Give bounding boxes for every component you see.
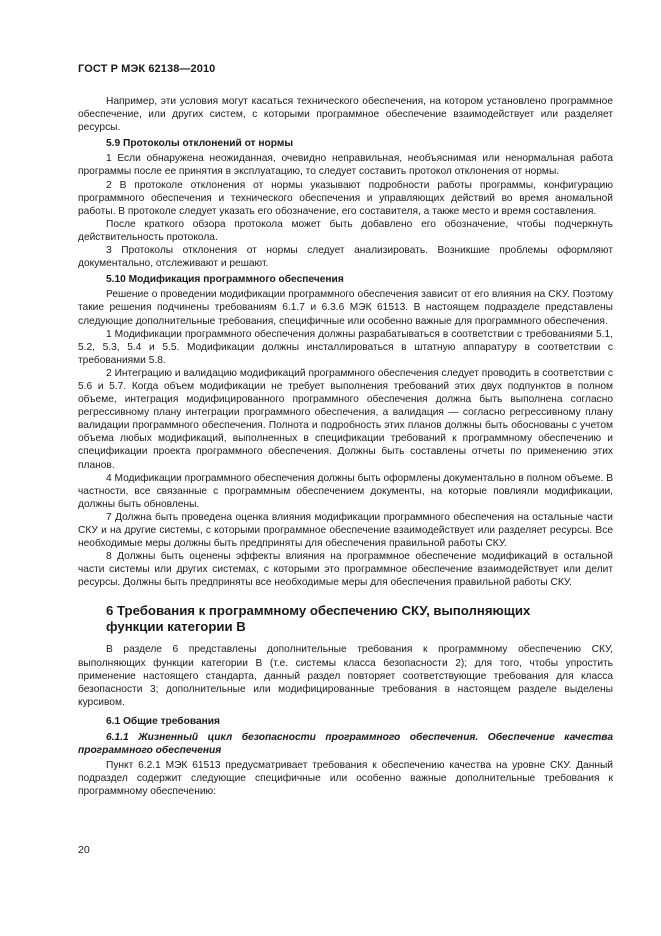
s510-paragraph-2: 1 Модификации программного обеспечения должны разрабатываться в соответствии с требованиями 5.1, 5.2, 5.3, 5.4 и 5.5. Модификации должны инсталлироваться в штатную аппаратуру в соответствии с требованиями 5.8. xyxy=(78,328,613,366)
section-6-heading-line-1: 6 Требования к программному обеспечению СКУ, выполняющих xyxy=(106,603,531,619)
section-6-heading xyxy=(78,603,613,635)
page-body xyxy=(78,95,613,799)
s510-paragraph-3: 2 Интеграцию и валидацию модификаций программного обеспечения следует проводить в соответствии с 5.6 и 5.7. Когда объем модификации не требует выполнения требований этих двух подпунктов в полном объеме, интеграция модифицированного программного обеспечения должна быть выполнена согласно регрессивному плану интеграции программного обеспечения, а валидация — согласно регрессивному плану валидации программного обеспечения. Полнота и подробность этих планов должны быть обоснованы с учетом объема любых модификаций, выполненных в спецификации требований к программному обеспечению и спецификации проекта программного обеспечения. Должны быть составлены отчеты по применению этих планов. xyxy=(78,367,613,471)
section-6-1-1-heading: 6.1.1 Жизненный цикл безопасности программного обеспечения. Обеспечение качества программного обеспечения xyxy=(78,732,613,757)
s59-paragraph-4: 3 Протоколы отклонения от нормы следует анализировать. Возникшие проблемы оформляют документально, отслеживают и решают. xyxy=(78,245,613,270)
s510-paragraph-4: 4 Модификации программного обеспечения должны быть оформлены документально в полном объеме. В частности, все связанные с программным обеспечением документы, на которые повлияли модификации, должны быть обновлены. xyxy=(78,472,613,510)
section-6-1-heading: 6.1 Общие требования xyxy=(106,715,220,727)
s510-paragraph-5: 7 Должна быть проведена оценка влияния модификации программного обеспечения на остальные части СКУ и на другие системы, с которыми программное обеспечение взаимодействует или разделяет ресурсы. Все необходимые меры должны быть предприняты для обеспечения правильной работы СКУ. xyxy=(78,511,613,550)
section-5-9-heading: 5.9 Протоколы отклонений от нормы xyxy=(106,138,294,150)
page-number: 20 xyxy=(78,844,90,856)
intro-paragraph: Например, эти условия могут касаться технического обеспечения, на котором установлено программное обеспечение, или других систем, с которыми программное обеспечение взаимодействует или разделяет ресурсы. xyxy=(78,96,613,134)
s510-paragraph-6: 8 Должны быть оценены эффекты влияния на программное обеспечение модификаций в остальной части системы или других системах, с которыми это программное обеспечение взаимодействует или делит ресурсы. Должны быть предприняты все необходимые меры для обеспечения правильной работы СКУ. xyxy=(78,551,613,589)
s6-paragraph-2: Пункт 6.2.1 МЭК 61513 предусматривает требования к обеспечению качества на уровне СКУ. Данный подраздел содержит следующие специфичные или особенно важные дополнительные требования к программному обеспечению: xyxy=(78,760,613,798)
section-6-heading-line-2: функции категории В xyxy=(106,619,246,635)
s6-paragraph-1: В разделе 6 представлены дополнительные требования к программному обеспечению СКУ, выполняющих функции категории В (т.е. системы класса безопасности 2); для того, чтобы упростить применение настоящего стандарта, данный раздел повторяет соответствующие требования для класса безопасности 3; дополнительные или модифицированные требования в настоящем разделе выделены курсивом. xyxy=(78,644,613,708)
section-5-10-heading: 5.10 Модификация программного обеспечения xyxy=(106,274,344,286)
running-header: ГОСТ Р МЭК 62138—2010 xyxy=(78,63,216,75)
s510-paragraph-1: Решение о проведении модификации программного обеспечения зависит от его влияния на СКУ. Поэтому такие решения подчинены требованиям 6.1.7 и 6.3.6 МЭК 61513. В настоящем подразделе представлены следующие дополнительные требования, специфичные или особенно важные для программного обеспечения. xyxy=(78,289,613,327)
s59-paragraph-3: После краткого обзора протокола может быть добавлено его обозначение, чтобы подчеркнуть действительность протокола. xyxy=(78,218,613,243)
s59-paragraph-2: 2 В протоколе отклонения от нормы указывают подробности работы программы, конфигурацию программного обеспечения и технического обеспечения и управляющих действий во время аномальной работы. В протоколе следует указать его обозначение, его составителя, а также место и время составления. xyxy=(78,179,613,217)
s59-paragraph-1: 1 Если обнаружена неожиданная, очевидно неправильная, необъяснимая или ненормальная работа программы после ее принятия в эксплуатацию, то следует составить протокол отклонения от нормы. xyxy=(78,153,613,178)
